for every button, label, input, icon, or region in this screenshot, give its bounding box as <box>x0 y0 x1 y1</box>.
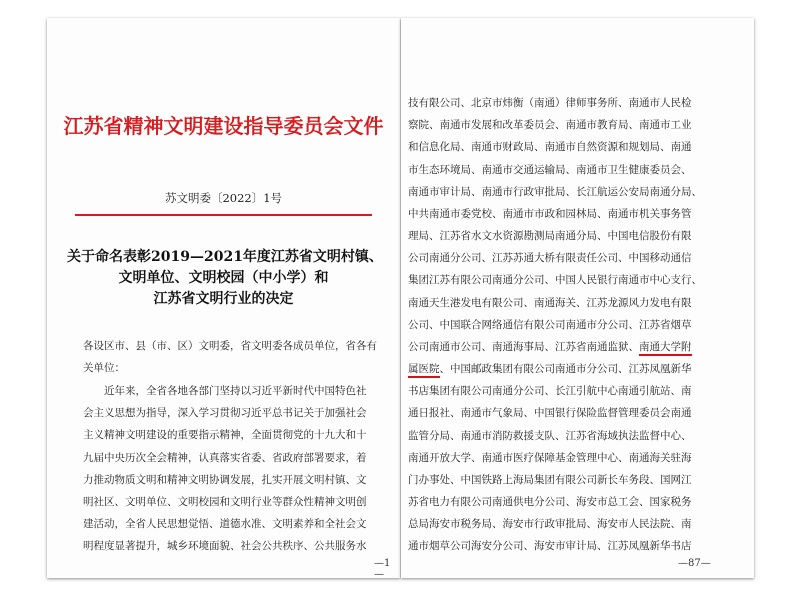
unit-list <box>408 92 744 558</box>
body-line: 总局海安市税务局、海安市行政审批局、海安市人民法院、南 <box>408 518 692 531</box>
page-number: —87— <box>678 558 711 569</box>
decision-title <box>67 247 383 310</box>
body-line: 理局、江苏省水文水资源勘测局南通分局、中国电信股份有限 <box>408 230 692 243</box>
body-line: 察院、南通市发展和改革委员会、南通市教育局、南通市工业 <box>408 119 692 132</box>
body-text-segment: 、中国邮政集团有限公司南通市分公司、江苏凤凰新华 <box>439 363 692 376</box>
body-line-with-highlight <box>408 336 744 358</box>
body-paragraph <box>83 380 383 558</box>
body-line: 门办事处、中国铁路上海局集团有限公司新长车务段、国网江 <box>408 473 692 486</box>
body-line: 监管分局、南通市消防救援支队、江苏省海域执法监督中心、 <box>408 429 692 442</box>
body-line: 和信息化局、南通市财政局、南通市自然资源和规划局、南通 <box>408 141 692 154</box>
right-page <box>401 18 754 578</box>
body-line: 力推动物质文明和精神文明协调发展，扎实开展文明村镇、文 <box>83 473 367 486</box>
body-line: 南通天生港发电有限公司、南通海关、江苏龙源风力发电有限 <box>408 296 692 309</box>
issuer-header: 江苏省精神文明建设指导委员会文件 <box>63 114 384 138</box>
decision-title-line: 文明单位、文明校园（中小学）和 <box>118 270 329 286</box>
highlighted-unit-name: 属医院 <box>408 363 440 376</box>
doc-number: 苏文明委〔2022〕1号 <box>164 191 283 205</box>
body-line: 明程度显著提升，城乡环境面貌、社会公共秩序、公共服务水 <box>83 540 367 553</box>
body-line: 技有限公司、北京市炜衡（南通）律师事务所、南通市人民检 <box>408 97 692 109</box>
body-line-with-highlight <box>408 358 744 380</box>
body-line: 集团江苏有限公司南通分公司、中国人民银行南通市中心支行、 <box>408 274 702 287</box>
body-line: 通日报社、南通市气象局、中国银行保险监督管理委员会南通 <box>408 407 692 420</box>
body-line: 南通开放大学、南通市医疗保障基金管理中心、南通海关驻海 <box>408 451 692 464</box>
body-line: 各设区市、县（市、区）文明委，省文明委各成员单位，省各有 <box>83 340 377 352</box>
decision-title-line: 江苏省文明行业的决定 <box>153 291 294 307</box>
salutation <box>83 335 383 379</box>
body-line: 公司南通分公司、江苏苏通大桥有限责任公司、中国移动通信 <box>408 252 692 265</box>
body-line: 建活动，全省人民思想觉悟、道德水准、文明素养和全社会文 <box>83 518 367 531</box>
page-number: —1— <box>374 558 391 580</box>
body-line: 苏省电力有限公司南通供电分公司、海安市总工会、国家税务 <box>408 496 692 509</box>
decision-title-line: 关于命名表彰2019—2021年度江苏省文明村镇、 <box>67 249 383 265</box>
body-line: 公司、中国联合网络通信有限公司南通市分公司、江苏省烟草 <box>408 318 692 331</box>
body-text-segment: 公司南通市公司、南通海事局、江苏省南通监狱、 <box>408 340 639 353</box>
highlighted-unit-name: 南通大学附 <box>639 340 692 353</box>
body-line: 主义精神文明建设的重要指示精神，全面贯彻党的十九大和十 <box>83 429 367 442</box>
body-line: 南通市审计局、南通市行政审批局、长江航运公安局南通分局、 <box>408 185 702 198</box>
body-line: 书店集团有限公司南通分公司、长江引航中心南通引航站、南 <box>408 385 692 398</box>
left-page <box>47 18 400 578</box>
header-divider <box>75 214 372 216</box>
body-line: 中共南通市委党校、南通市市政和园林局、南通市机关事务管 <box>408 207 692 220</box>
body-line: 近年来，全省各地各部门坚持以习近平新时代中国特色社 <box>83 385 367 397</box>
body-line: 明社区、文明单位、文明校园和文明行业等群众性精神文明创 <box>83 496 367 509</box>
body-line: 市生态环境局、南通市交通运输局、南通市卫生健康委员会、 <box>408 163 692 176</box>
body-line: 通市烟草公司海安分公司、海安市审计局、江苏凤凰新华书店 <box>408 540 692 553</box>
body-line: 九届中央历次全会精神，认真落实省委、省政府部署要求，着 <box>83 451 367 464</box>
body-line: 会主义思想为指导，深入学习贯彻习近平总书记关于加强社会 <box>83 407 367 420</box>
body-line: 关单位： <box>83 362 125 375</box>
